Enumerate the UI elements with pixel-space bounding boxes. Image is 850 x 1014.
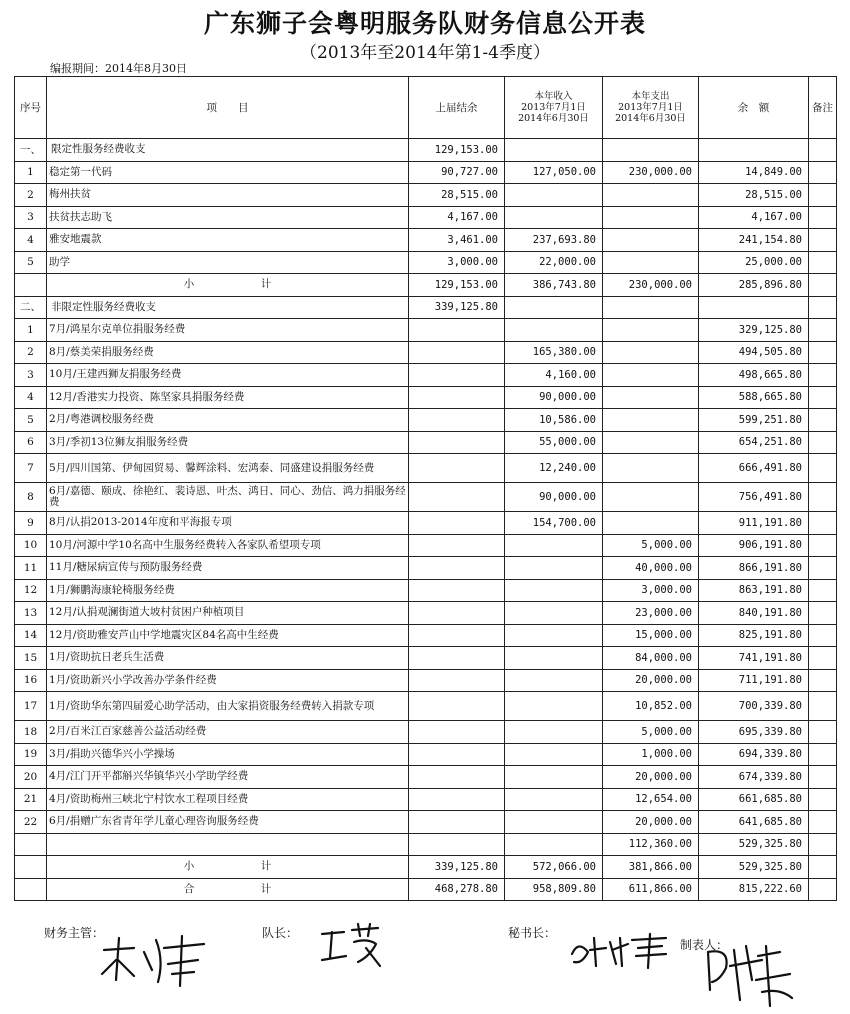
row-remark [809, 692, 837, 721]
row-income: 12,240.00 [505, 454, 603, 483]
row-prev-balance [409, 409, 505, 432]
row-item: 助学 [47, 251, 409, 274]
row-no: 10 [15, 534, 47, 557]
row-no: 22 [15, 811, 47, 834]
finance-table [14, 76, 837, 901]
row-expense: 230,000.00 [603, 274, 699, 297]
row-remark [809, 409, 837, 432]
table-row [15, 319, 837, 342]
row-prev-balance: 339,125.80 [409, 856, 505, 879]
row-item: 8月/蔡美荣捐服务经费 [47, 341, 409, 364]
row-income: 55,000.00 [505, 431, 603, 454]
row-prev-balance [409, 364, 505, 387]
row-balance: 14,849.00 [699, 161, 809, 184]
row-no: 3 [15, 206, 47, 229]
row-prev-balance [409, 431, 505, 454]
row-expense: 20,000.00 [603, 669, 699, 692]
row-balance: 498,665.80 [699, 364, 809, 387]
row-prev-balance [409, 669, 505, 692]
row-no: 二、 [15, 296, 47, 319]
table-row [15, 579, 837, 602]
row-item: 稳定第一代码 [47, 161, 409, 184]
row-expense: 10,852.00 [603, 692, 699, 721]
row-balance: 654,251.80 [699, 431, 809, 454]
row-remark [809, 319, 837, 342]
row-income [505, 647, 603, 670]
row-remark [809, 431, 837, 454]
row-no: 12 [15, 579, 47, 602]
row-no: 5 [15, 409, 47, 432]
row-no: 1 [15, 161, 47, 184]
row-income [505, 579, 603, 602]
row-expense [603, 229, 699, 252]
row-prev-balance [409, 647, 505, 670]
row-remark [809, 483, 837, 512]
subtotal-row [15, 878, 837, 901]
row-prev-balance: 339,125.80 [409, 296, 505, 319]
row-prev-balance: 3,000.00 [409, 251, 505, 274]
subtotal-row [15, 856, 837, 879]
row-income [505, 788, 603, 811]
row-remark [809, 647, 837, 670]
row-item: 7月/鸿星尔克单位捐服务经费 [47, 319, 409, 342]
row-income: 958,809.80 [505, 878, 603, 901]
row-remark [809, 788, 837, 811]
row-prev-balance [409, 512, 505, 535]
row-remark [809, 743, 837, 766]
row-no: 17 [15, 692, 47, 721]
row-item: 扶贫扶志助飞 [47, 206, 409, 229]
row-prev-balance [409, 341, 505, 364]
row-balance: 700,339.80 [699, 692, 809, 721]
row-income: 572,066.00 [505, 856, 603, 879]
row-expense: 1,000.00 [603, 743, 699, 766]
row-prev-balance [409, 811, 505, 834]
row-income [505, 743, 603, 766]
row-item: 8月/认捐2013-2014年度和平海报专项 [47, 512, 409, 535]
row-income [505, 184, 603, 207]
row-expense [603, 206, 699, 229]
row-remark [809, 602, 837, 625]
table-row [15, 386, 837, 409]
row-income [505, 811, 603, 834]
row-expense [603, 139, 699, 162]
row-expense [603, 296, 699, 319]
row-item: 雅安地震款 [47, 229, 409, 252]
section-row [15, 296, 837, 319]
row-item: 11月/糖尿病宣传与预防服务经费 [47, 557, 409, 580]
row-income [505, 692, 603, 721]
header-remark: 备注 [809, 77, 837, 139]
row-remark [809, 454, 837, 483]
row-income [505, 669, 603, 692]
row-prev-balance: 90,727.00 [409, 161, 505, 184]
table-row [15, 624, 837, 647]
row-remark [809, 833, 837, 856]
row-no: 5 [15, 251, 47, 274]
row-no: 8 [15, 483, 47, 512]
row-balance: 756,491.80 [699, 483, 809, 512]
row-expense [603, 483, 699, 512]
row-balance: 661,685.80 [699, 788, 809, 811]
row-prev-balance [409, 319, 505, 342]
row-income: 237,693.80 [505, 229, 603, 252]
row-item: 12月/认捐观澜街道大坡村贫困户种植项目 [47, 602, 409, 625]
row-no: 19 [15, 743, 47, 766]
row-remark [809, 161, 837, 184]
row-expense: 5,000.00 [603, 534, 699, 557]
row-item: 1月/资助华东第四届爱心助学活动，由大家捐资服务经费转入捐款专项 [47, 692, 409, 721]
row-prev-balance [409, 454, 505, 483]
secretary-label: 秘书长： [508, 926, 557, 940]
row-remark [809, 139, 837, 162]
row-income: 386,743.80 [505, 274, 603, 297]
row-remark [809, 856, 837, 879]
row-income [505, 624, 603, 647]
table-row [15, 206, 837, 229]
document-subtitle: （2013年至2014年第1-4季度） [300, 43, 550, 63]
header-income-start: 2013年7月1日 [521, 102, 586, 113]
row-income [505, 139, 603, 162]
row-item: 非限定性服务经费收支 [47, 296, 409, 319]
table-row [15, 341, 837, 364]
header-item: 项 目 [47, 77, 409, 139]
row-prev-balance: 468,278.80 [409, 878, 505, 901]
row-expense: 3,000.00 [603, 579, 699, 602]
row-expense [603, 184, 699, 207]
row-balance: 329,125.80 [699, 319, 809, 342]
row-no: 18 [15, 721, 47, 744]
row-balance: 695,339.80 [699, 721, 809, 744]
table-row [15, 431, 837, 454]
table-row [15, 409, 837, 432]
table-row [15, 647, 837, 670]
row-income [505, 319, 603, 342]
row-prev-balance: 129,153.00 [409, 274, 505, 297]
row-prev-balance [409, 788, 505, 811]
table-row [15, 788, 837, 811]
row-remark [809, 296, 837, 319]
row-no: 9 [15, 512, 47, 535]
row-prev-balance [409, 534, 505, 557]
row-balance [699, 296, 809, 319]
row-prev-balance: 4,167.00 [409, 206, 505, 229]
header-expense-title: 本年支出 [631, 91, 670, 102]
row-item: 6月/嘉德、颐成、徐艳红、裴诗恩、叶杰、鸿日、同心、劲信、鸿力捐服务经费 [47, 483, 409, 512]
preparer-label: 制表人： [680, 938, 729, 952]
header-income-title: 本年收入 [534, 91, 573, 102]
row-remark [809, 624, 837, 647]
row-remark [809, 512, 837, 535]
row-balance: 25,000.00 [699, 251, 809, 274]
row-item: 10月/河源中学10名高中生服务经费转入各家队希望项专项 [47, 534, 409, 557]
row-remark [809, 274, 837, 297]
table-row [15, 512, 837, 535]
table-row [15, 766, 837, 789]
row-expense [603, 512, 699, 535]
header-expense [603, 77, 699, 139]
preparer-signature [700, 940, 800, 1010]
row-balance: 825,191.80 [699, 624, 809, 647]
row-expense: 15,000.00 [603, 624, 699, 647]
row-no: 14 [15, 624, 47, 647]
row-balance: 840,191.80 [699, 602, 809, 625]
row-balance: 674,339.80 [699, 766, 809, 789]
table-row [15, 692, 837, 721]
row-balance: 694,339.80 [699, 743, 809, 766]
row-expense: 112,360.00 [603, 833, 699, 856]
row-no: 13 [15, 602, 47, 625]
row-no: 16 [15, 669, 47, 692]
row-item: 合 计 [47, 878, 409, 901]
row-balance: 666,491.80 [699, 454, 809, 483]
header-balance: 余 额 [699, 77, 809, 139]
row-no: 2 [15, 341, 47, 364]
subtotal-row [15, 274, 837, 297]
row-prev-balance: 129,153.00 [409, 139, 505, 162]
row-balance: 241,154.80 [699, 229, 809, 252]
table-row [15, 557, 837, 580]
row-remark [809, 229, 837, 252]
row-no: 15 [15, 647, 47, 670]
row-no: 7 [15, 454, 47, 483]
row-income: 10,586.00 [505, 409, 603, 432]
row-item: 4月/江门开平都斛兴华镇华兴小学助学经费 [47, 766, 409, 789]
row-income: 22,000.00 [505, 251, 603, 274]
row-prev-balance [409, 743, 505, 766]
table-row [15, 251, 837, 274]
row-remark [809, 251, 837, 274]
row-expense: 381,866.00 [603, 856, 699, 879]
header-expense-start: 2013年7月1日 [618, 102, 683, 113]
row-item: 1月/资助新兴小学改善办学条件经费 [47, 669, 409, 692]
row-balance [699, 139, 809, 162]
section-row [15, 139, 837, 162]
row-item: 1月/资助抗日老兵生活费 [47, 647, 409, 670]
row-balance: 815,222.60 [699, 878, 809, 901]
row-expense: 84,000.00 [603, 647, 699, 670]
row-balance: 741,191.80 [699, 647, 809, 670]
row-balance: 711,191.80 [699, 669, 809, 692]
row-income [505, 557, 603, 580]
row-expense: 230,000.00 [603, 161, 699, 184]
row-item: 3月/捐助兴德华兴小学操场 [47, 743, 409, 766]
row-item [47, 833, 409, 856]
row-balance: 588,665.80 [699, 386, 809, 409]
row-expense: 611,866.00 [603, 878, 699, 901]
row-prev-balance [409, 624, 505, 647]
row-remark [809, 534, 837, 557]
header-no: 序号 [15, 77, 47, 139]
row-no: 1 [15, 319, 47, 342]
row-no: 4 [15, 229, 47, 252]
row-income [505, 206, 603, 229]
table-row [15, 811, 837, 834]
row-item: 2月/粤港调校服务经费 [47, 409, 409, 432]
row-balance: 494,505.80 [699, 341, 809, 364]
table-row [15, 184, 837, 207]
row-balance: 599,251.80 [699, 409, 809, 432]
row-expense: 5,000.00 [603, 721, 699, 744]
row-remark [809, 341, 837, 364]
row-remark [809, 579, 837, 602]
row-no: 21 [15, 788, 47, 811]
row-income: 165,380.00 [505, 341, 603, 364]
row-income [505, 833, 603, 856]
row-prev-balance: 3,461.00 [409, 229, 505, 252]
header-expense-end: 2014年6月30日 [615, 113, 686, 124]
table-row [15, 602, 837, 625]
row-income [505, 296, 603, 319]
row-item: 小 计 [47, 856, 409, 879]
row-income [505, 721, 603, 744]
row-prev-balance [409, 833, 505, 856]
row-prev-balance [409, 386, 505, 409]
row-remark [809, 557, 837, 580]
table-row [15, 229, 837, 252]
row-balance: 641,685.80 [699, 811, 809, 834]
captain-signature [318, 922, 388, 972]
table-row [15, 669, 837, 692]
row-remark [809, 206, 837, 229]
row-no: 4 [15, 386, 47, 409]
row-expense: 20,000.00 [603, 811, 699, 834]
row-remark [809, 669, 837, 692]
row-item: 12月/资助雅安芦山中学地震灾区84名高中生经费 [47, 624, 409, 647]
row-prev-balance [409, 483, 505, 512]
row-no: 11 [15, 557, 47, 580]
row-expense [603, 409, 699, 432]
row-expense [603, 341, 699, 364]
row-balance: 4,167.00 [699, 206, 809, 229]
row-no: 20 [15, 766, 47, 789]
table-row [15, 721, 837, 744]
row-remark [809, 811, 837, 834]
row-expense: 12,654.00 [603, 788, 699, 811]
table-row [15, 161, 837, 184]
row-expense [603, 431, 699, 454]
table-row [15, 364, 837, 387]
row-item: 2月/百米江百家慈善公益活动经费 [47, 721, 409, 744]
row-remark [809, 766, 837, 789]
report-date: 编报期间：2014年8月30日 [50, 62, 187, 75]
row-balance: 285,896.80 [699, 274, 809, 297]
row-expense [603, 319, 699, 342]
row-prev-balance [409, 557, 505, 580]
row-no [15, 878, 47, 901]
row-expense [603, 364, 699, 387]
row-income: 154,700.00 [505, 512, 603, 535]
row-balance: 529,325.80 [699, 856, 809, 879]
row-income: 90,000.00 [505, 386, 603, 409]
row-prev-balance [409, 766, 505, 789]
row-expense: 23,000.00 [603, 602, 699, 625]
row-no [15, 856, 47, 879]
row-balance: 866,191.80 [699, 557, 809, 580]
row-income: 4,160.00 [505, 364, 603, 387]
row-prev-balance [409, 579, 505, 602]
row-prev-balance [409, 602, 505, 625]
row-prev-balance: 28,515.00 [409, 184, 505, 207]
table-row [15, 454, 837, 483]
row-income [505, 766, 603, 789]
table-header-row [15, 77, 837, 139]
header-income-end: 2014年6月30日 [518, 113, 589, 124]
row-balance: 529,325.80 [699, 833, 809, 856]
row-expense [603, 454, 699, 483]
row-item: 3月/季初13位狮友捐服务经费 [47, 431, 409, 454]
row-balance: 911,191.80 [699, 512, 809, 535]
row-item: 5月/四川国第、伊甸园贸易、馨辉涂料、宏鸿泰、同盛建设捐服务经费 [47, 454, 409, 483]
row-prev-balance [409, 721, 505, 744]
table-row [15, 534, 837, 557]
row-no: 一、 [15, 139, 47, 162]
document-title: 广东狮子会粤明服务队财务信息公开表 [203, 9, 646, 38]
row-income [505, 602, 603, 625]
row-no: 6 [15, 431, 47, 454]
row-remark [809, 386, 837, 409]
finance-supervisor-label: 财务主管： [44, 926, 105, 940]
row-balance: 906,191.80 [699, 534, 809, 557]
finance-supervisor-signature [94, 930, 214, 990]
row-item: 10月/王建西狮友捐服务经费 [47, 364, 409, 387]
row-remark [809, 364, 837, 387]
row-expense: 40,000.00 [603, 557, 699, 580]
row-income [505, 534, 603, 557]
row-item: 梅州扶贫 [47, 184, 409, 207]
table-row [15, 483, 837, 512]
row-no [15, 833, 47, 856]
header-income [505, 77, 603, 139]
header-prev-balance: 上届结余 [409, 77, 505, 139]
row-no: 2 [15, 184, 47, 207]
row-remark [809, 878, 837, 901]
row-expense [603, 386, 699, 409]
secretary-signature [566, 930, 676, 972]
row-item: 限定性服务经费收支 [47, 139, 409, 162]
row-item: 6月/捐赠广东省青年学儿童心理咨询服务经费 [47, 811, 409, 834]
table-body [15, 139, 837, 901]
row-expense [603, 251, 699, 274]
row-income: 90,000.00 [505, 483, 603, 512]
row-balance: 863,191.80 [699, 579, 809, 602]
row-item: 12月/香港实力投资、陈坚家具捐服务经费 [47, 386, 409, 409]
row-item: 4月/资助梅州三峡北宁村饮水工程项目经费 [47, 788, 409, 811]
row-income: 127,050.00 [505, 161, 603, 184]
row-remark [809, 184, 837, 207]
row-balance: 28,515.00 [699, 184, 809, 207]
row-prev-balance [409, 692, 505, 721]
row-remark [809, 721, 837, 744]
table-row [15, 743, 837, 766]
row-no [15, 274, 47, 297]
row-item: 1月/狮鹏海康轮椅服务经费 [47, 579, 409, 602]
row-expense: 20,000.00 [603, 766, 699, 789]
table-row [15, 833, 837, 856]
row-item: 小 计 [47, 274, 409, 297]
captain-label: 队长： [262, 926, 299, 940]
row-no: 3 [15, 364, 47, 387]
